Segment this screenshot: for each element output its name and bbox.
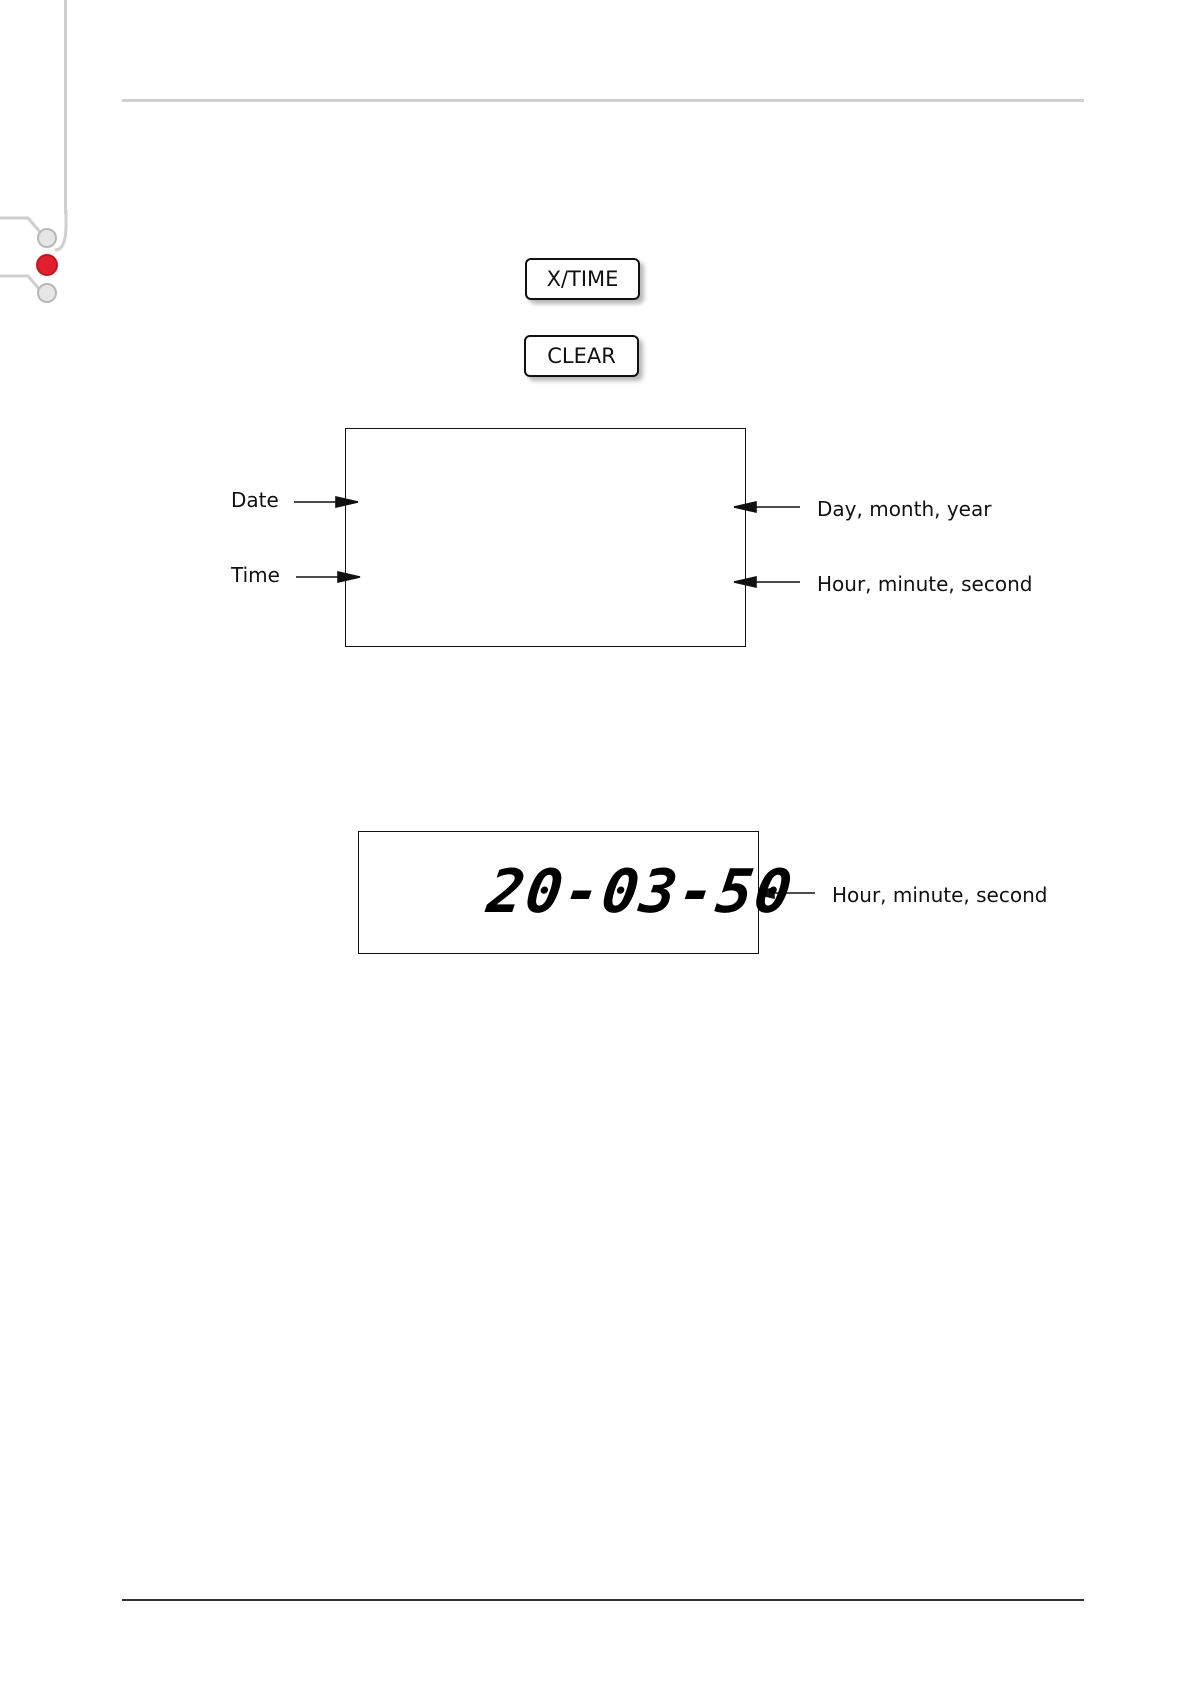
xtime-key-label: X/TIME	[546, 267, 619, 291]
time-label: Time	[231, 563, 280, 587]
date-label: Date	[231, 488, 279, 512]
time-readout: 20-03-50	[483, 857, 798, 927]
hms-arrow-1-head	[734, 577, 756, 587]
date-arrow-head	[336, 497, 358, 507]
hour-minute-second-label-1: Hour, minute, second	[817, 572, 1033, 596]
day-month-year-arrow-head	[734, 502, 756, 512]
clear-key-label: CLEAR	[547, 344, 616, 368]
hour-minute-second-label-2: Hour, minute, second	[832, 883, 1048, 907]
day-month-year-label: Day, month, year	[817, 497, 992, 521]
time-arrow-head	[338, 572, 360, 582]
